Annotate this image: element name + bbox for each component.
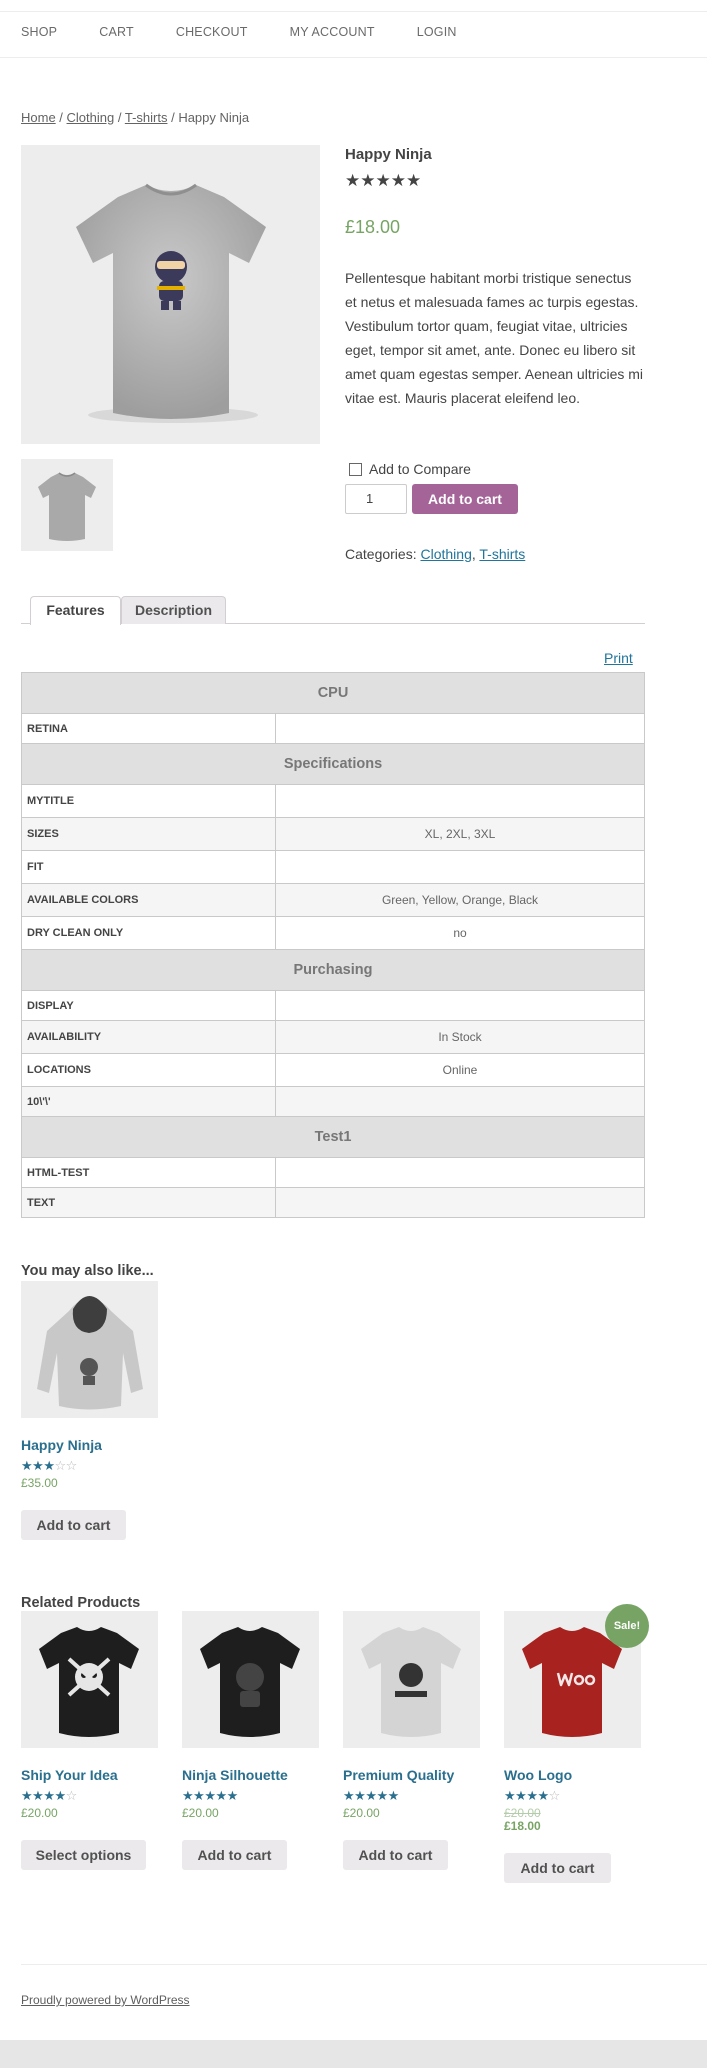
- star-icon: ★: [375, 171, 391, 190]
- table-row: [22, 714, 645, 744]
- nav-item-my-account[interactable]: MY ACCOUNT: [289, 25, 375, 39]
- tab-features[interactable]: Features: [30, 596, 121, 625]
- star-icon: ★: [21, 1458, 33, 1473]
- print-link[interactable]: Print: [604, 650, 633, 666]
- star-empty-icon: ☆: [548, 1788, 560, 1803]
- group-title: Test1: [22, 1117, 645, 1158]
- spec-label: FIT: [22, 851, 276, 884]
- footer-credit-link[interactable]: Proudly powered by WordPress: [21, 1993, 190, 2007]
- add-to-cart-button[interactable]: Add to cart: [343, 1840, 448, 1870]
- star-icon: ★: [354, 1788, 366, 1803]
- related-product-rating: [504, 1788, 560, 1804]
- group-header-row: [22, 1117, 645, 1158]
- spec-value: Online: [276, 1054, 645, 1087]
- spec-value: [276, 714, 645, 744]
- spec-value: [276, 1158, 645, 1188]
- upsell-heading: You may also like...: [21, 1263, 154, 1279]
- spec-value: [276, 785, 645, 818]
- group-title: Purchasing: [22, 950, 645, 991]
- breadcrumb-separator: /: [55, 110, 67, 125]
- spec-label: SIZES: [22, 818, 276, 851]
- star-icon: ★: [504, 1788, 516, 1803]
- star-icon: ★: [182, 1788, 194, 1803]
- tab-description[interactable]: Description: [121, 596, 226, 624]
- star-icon: ★: [526, 1788, 538, 1803]
- hoodie-image: [21, 1281, 158, 1418]
- star-empty-icon: ☆: [54, 1458, 66, 1473]
- upsell-product-image[interactable]: [21, 1281, 158, 1418]
- breadcrumb-separator: /: [167, 110, 179, 125]
- category-link-clothing[interactable]: Clothing: [420, 546, 472, 562]
- select-options-button[interactable]: Select options: [21, 1840, 146, 1870]
- related-product-rating: [21, 1788, 77, 1804]
- related-product-price: £20.00: [343, 1806, 380, 1820]
- group-header-row: [22, 673, 645, 714]
- star-empty-icon: ☆: [65, 1458, 77, 1473]
- nav-item-shop[interactable]: SHOP: [21, 25, 58, 39]
- star-icon: ★: [32, 1788, 44, 1803]
- table-row: [22, 1054, 645, 1087]
- related-product-image[interactable]: [182, 1611, 319, 1748]
- table-row: [22, 991, 645, 1021]
- product-rating: [345, 171, 421, 191]
- compare-checkbox[interactable]: [349, 463, 362, 476]
- footer-divider: [21, 1964, 707, 1965]
- spec-label: RETINA: [22, 714, 276, 744]
- spec-label: TEXT: [22, 1188, 276, 1218]
- spec-value: [276, 1087, 645, 1117]
- nav-menu: [21, 25, 499, 39]
- star-half-icon: ☆: [65, 1788, 77, 1803]
- star-icon: ★: [365, 1788, 377, 1803]
- star-icon: ★: [54, 1788, 66, 1803]
- add-to-cart-button[interactable]: Add to cart: [412, 484, 518, 514]
- add-to-compare[interactable]: [349, 461, 471, 477]
- table-row: [22, 785, 645, 818]
- spec-label: DRY CLEAN ONLY: [22, 917, 276, 950]
- related-product-rating: [343, 1788, 399, 1804]
- nav-item-cart[interactable]: CART: [99, 25, 134, 39]
- group-header-row: [22, 744, 645, 785]
- tshirt-premium-quality-image: [343, 1611, 480, 1748]
- related-product-image[interactable]: [343, 1611, 480, 1748]
- star-icon: ★: [215, 1788, 227, 1803]
- related-product-price: £20.00: [21, 1806, 58, 1820]
- star-icon: ★: [343, 1788, 355, 1803]
- breadcrumb-current: Happy Ninja: [178, 110, 250, 125]
- spec-label: DISPLAY: [22, 991, 276, 1021]
- related-product-name[interactable]: Ninja Silhouette: [182, 1767, 288, 1783]
- spec-label: HTML-TEST: [22, 1158, 276, 1188]
- star-icon: ★: [43, 1788, 55, 1803]
- table-row: [22, 1158, 645, 1188]
- compare-label: Add to Compare: [369, 461, 471, 477]
- star-icon: ★: [193, 1788, 205, 1803]
- star-icon: ★: [21, 1788, 33, 1803]
- group-title: Specifications: [22, 744, 645, 785]
- spec-label: 10\'\': [22, 1087, 276, 1117]
- star-icon: ★: [515, 1788, 527, 1803]
- top-navigation: [0, 0, 707, 60]
- categories-label: Categories:: [345, 546, 421, 562]
- table-row: [22, 884, 645, 917]
- product-short-description: Pellentesque habitant morbi tristique senectus et netus et malesuada fames ac turpis egestas. Vestibulum tortor quam, feugiat vitae, ultricies eget, tempor sit amet, ante. Donec eu libero sit amet quam egestas semper. Aenean ultricies mi vitae est. Mauris placerat eleifend leo.: [345, 270, 644, 406]
- related-product-price: £20.00: [182, 1806, 219, 1820]
- tshirt-ninja-image: [21, 145, 320, 444]
- star-icon: ★: [387, 1788, 399, 1803]
- nav-item-checkout[interactable]: CHECKOUT: [175, 25, 248, 39]
- star-icon: ★: [376, 1788, 388, 1803]
- star-icon: ★: [537, 1788, 549, 1803]
- spec-label: AVAILABILITY: [22, 1021, 276, 1054]
- upsell-product-name[interactable]: Happy Ninja: [21, 1437, 102, 1453]
- table-row: [22, 1021, 645, 1054]
- spec-label: LOCATIONS: [22, 1054, 276, 1087]
- upsell-product-rating: [21, 1458, 77, 1474]
- spec-label: AVAILABLE COLORS: [22, 884, 276, 917]
- spec-value: Green, Yellow, Orange, Black: [276, 884, 645, 917]
- star-icon: ★: [204, 1788, 216, 1803]
- related-product-old-price: £20.00: [504, 1806, 541, 1820]
- star-icon: ★: [226, 1788, 238, 1803]
- add-to-cart-button[interactable]: Add to cart: [504, 1853, 611, 1883]
- table-row: [22, 1087, 645, 1117]
- related-product-sale-price: £18.00: [504, 1819, 541, 1833]
- spec-value: [276, 1188, 645, 1218]
- related-product-name[interactable]: Premium Quality: [343, 1767, 455, 1783]
- sale-badge: Sale!: [605, 1604, 649, 1648]
- product-price: £18.00: [345, 217, 401, 237]
- related-product-rating: [182, 1788, 238, 1804]
- spec-value: no: [276, 917, 645, 950]
- breadcrumb-separator: /: [114, 110, 125, 125]
- product-thumbnail[interactable]: [21, 459, 113, 551]
- star-icon: ★: [390, 171, 406, 190]
- spec-value: [276, 991, 645, 1021]
- tshirt-skull-image: [21, 1611, 158, 1748]
- product-title: Happy Ninja: [345, 146, 432, 163]
- spec-value: [276, 851, 645, 884]
- upsell-add-to-cart-button[interactable]: Add to cart: [21, 1510, 126, 1540]
- breadcrumb: [21, 110, 249, 125]
- product-categories: [345, 546, 525, 562]
- star-icon: ★: [32, 1458, 44, 1473]
- nav-divider-top: [0, 11, 707, 12]
- star-icon: ★: [345, 171, 361, 190]
- star-icon: ★: [43, 1458, 55, 1473]
- breadcrumb-tshirts[interactable]: T-shirts: [124, 110, 168, 125]
- quantity-input[interactable]: 1: [345, 484, 407, 514]
- tshirt-ninja-silhouette-image: [182, 1611, 319, 1748]
- spec-label: MYTITLE: [22, 785, 276, 818]
- table-row: [22, 1188, 645, 1218]
- product-main-image[interactable]: [21, 145, 320, 444]
- features-table: [21, 672, 645, 1218]
- related-product-name[interactable]: Woo Logo: [504, 1767, 573, 1783]
- star-icon: ★: [406, 171, 422, 190]
- breadcrumb-home[interactable]: Home: [21, 110, 56, 125]
- related-product-name[interactable]: Ship Your Idea: [21, 1767, 118, 1783]
- group-title: CPU: [22, 673, 645, 714]
- breadcrumb-clothing[interactable]: Clothing: [66, 110, 115, 125]
- tshirt-back-image: [21, 459, 113, 551]
- group-header-row: [22, 950, 645, 991]
- star-icon: ★: [360, 171, 376, 190]
- spec-value: In Stock: [276, 1021, 645, 1054]
- related-product-image[interactable]: [21, 1611, 158, 1748]
- category-separator: ,: [471, 546, 480, 562]
- upsell-product-price: £35.00: [21, 1476, 58, 1490]
- page-bottom-band: [0, 2040, 707, 2068]
- spec-value: XL, 2XL, 3XL: [276, 818, 645, 851]
- table-row: [22, 818, 645, 851]
- add-to-cart-button[interactable]: Add to cart: [182, 1840, 287, 1870]
- nav-divider-bottom: [0, 57, 707, 58]
- table-row: [22, 851, 645, 884]
- related-heading: Related Products: [21, 1595, 141, 1611]
- category-link-tshirts[interactable]: T-shirts: [479, 546, 526, 562]
- nav-item-login[interactable]: LOGIN: [416, 25, 457, 39]
- table-row: [22, 917, 645, 950]
